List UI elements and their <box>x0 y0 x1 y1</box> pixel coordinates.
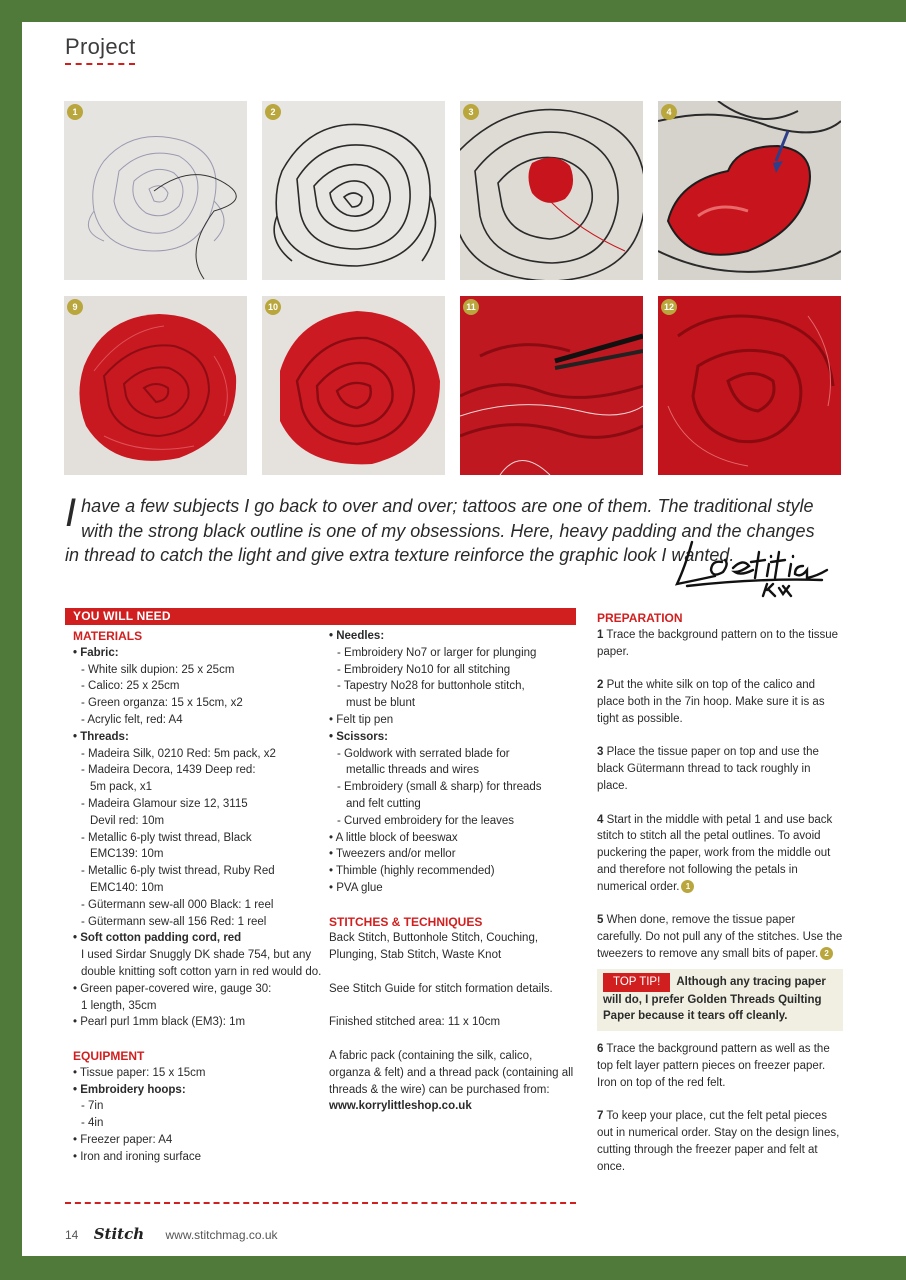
kit-info: A fabric pack (containing the silk, calico, organza & felt) and a thread pack (containing all threads & the wire) can be purchased from: <box>329 1049 574 1096</box>
scissors-item: - Goldwork with serrated blade for <box>337 747 510 760</box>
photo-step-4 <box>658 101 841 280</box>
hoop-item: - 7in <box>81 1100 104 1113</box>
equipment-heading: EQUIPMENT <box>73 1048 145 1063</box>
prep-step-7 <box>597 1108 843 1175</box>
padding-cord-label: • Soft cotton padding cord, red <box>73 932 242 945</box>
step-badge: 4 <box>661 104 677 120</box>
fabric-item: - Green organza: 15 x 15cm, x2 <box>81 697 243 710</box>
step-text: Trace the background pattern on to the tissue paper. <box>597 628 839 658</box>
thread-item: - Madeira Silk, 0210 Red: 5m pack, x2 <box>81 747 276 760</box>
hoops-label: • Embroidery hoops: <box>73 1083 186 1096</box>
photo-step-3 <box>460 101 643 280</box>
thread-item: - Metallic 6-ply twist thread, Black <box>81 831 252 844</box>
step-text: Trace the background pattern as well as the top felt layer pattern pieces on freezer paper. Iron on top of the red felt. <box>597 1043 830 1089</box>
materials-heading: MATERIALS <box>73 629 143 643</box>
photo-step-11 <box>460 296 643 475</box>
tweezers-image <box>460 296 643 475</box>
signature-drawing <box>667 522 837 602</box>
section-title: Project <box>65 34 136 59</box>
tools-column <box>329 628 575 1115</box>
iron: • Iron and ironing surface <box>73 1150 202 1163</box>
stitches-heading: STITCHES & TECHNIQUES <box>329 914 483 929</box>
step-badge: 11 <box>463 299 479 315</box>
padding-image <box>658 101 841 280</box>
thread-item: - Madeira Glamour size 12, 3115 <box>81 797 248 810</box>
step-text: Start in the middle with petal 1 and use back stitch to stitch all the petal outlines. To avoid puckering the paper, work from the middle out and therefore not following the petals in numerical order. <box>597 813 833 893</box>
step-badge: 9 <box>67 299 83 315</box>
step-number: 5 <box>597 914 604 927</box>
top-tip-box <box>597 969 843 1031</box>
outline-image <box>262 101 445 280</box>
wire-desc: 1 length, 35cm <box>81 999 157 1012</box>
rose-image <box>64 296 247 475</box>
needle-item-cont: must be blunt <box>346 697 416 710</box>
step-text: Place the tissue paper on top and use the black Gütermann thread to tack roughly in place. <box>597 746 819 792</box>
first-petal-image <box>460 101 643 280</box>
prep-step-3 <box>597 744 843 794</box>
thimble: • Thimble (highly recommended) <box>329 865 495 878</box>
thread-item: - Metallic 6-ply twist thread, Ruby Red <box>81 865 275 878</box>
page-footer <box>65 1225 278 1243</box>
hoop-item: - 4in <box>81 1117 104 1130</box>
thread-item-cont: 5m pack, x1 <box>90 781 152 794</box>
magazine-page <box>22 22 906 1256</box>
pva-glue: • PVA glue <box>329 881 383 894</box>
preparation-heading: PREPARATION <box>597 611 683 625</box>
step-badge: 1 <box>67 104 83 120</box>
photo-step-10 <box>262 296 445 475</box>
closeup-image <box>658 296 841 475</box>
scissors-item-cont: metallic threads and wires <box>346 764 479 777</box>
prep-step-2 <box>597 677 843 727</box>
preparation-column <box>597 610 843 1176</box>
pearl-purl: • Pearl purl 1mm black (EM3): 1m <box>73 1016 246 1029</box>
needle-item: - Embroidery No7 or larger for plunging <box>337 646 537 659</box>
step-number: 2 <box>597 679 604 692</box>
photo-step-9 <box>64 296 247 475</box>
photo-step-1 <box>64 101 247 280</box>
scissors-item: - Embroidery (small & sharp) for threads <box>337 781 542 794</box>
magazine-logo: Stitch <box>93 1225 145 1243</box>
beeswax: • A little block of beeswax <box>329 831 458 844</box>
shop-link[interactable]: www.korrylittleshop.co.uk <box>329 1100 472 1113</box>
scissors-item: - Curved embroidery for the leaves <box>337 814 515 827</box>
step-number: 6 <box>597 1043 604 1056</box>
needle-item: - Embroidery No10 for all stitching <box>337 663 511 676</box>
felt-tip-pen: • Felt tip pen <box>329 713 394 726</box>
website-link[interactable]: www.stitchmag.co.uk <box>165 1228 278 1242</box>
stitch-guide-note: See Stitch Guide for stitch formation details. <box>329 982 553 995</box>
photo-step-12 <box>658 296 841 475</box>
prep-step-6 <box>597 1041 843 1091</box>
prep-step-1 <box>597 627 843 661</box>
needles-label: • Needles: <box>329 630 385 642</box>
sketch-image <box>64 101 247 280</box>
step-badge: 2 <box>265 104 281 120</box>
footer-divider <box>65 1202 576 1204</box>
stitches-list: Back Stitch, Buttonhole Stitch, Couching, Plunging, Stab Stitch, Waste Knot <box>329 932 539 962</box>
prep-step-5 <box>597 912 843 962</box>
prep-step-4 <box>597 812 843 896</box>
step-number: 1 <box>597 628 604 641</box>
thread-item: - Madeira Decora, 1439 Deep red: <box>81 764 256 777</box>
scissors-label: • Scissors: <box>329 730 388 743</box>
threads-label: • Threads: <box>73 730 129 743</box>
drop-cap: I <box>65 491 77 535</box>
thread-item: - Gütermann sew-all 000 Black: 1 reel <box>81 898 274 911</box>
section-underline <box>65 63 135 65</box>
photo-step-2 <box>262 101 445 280</box>
step-text: To keep your place, cut the felt petal pieces out in numerical order. Stay on the design lines, cutting through the freezer paper and felt at once. <box>597 1110 840 1173</box>
needle-item: - Tapestry No28 for buttonhole stitch, <box>337 680 525 693</box>
scissors-item-cont: and felt cutting <box>346 797 421 810</box>
thread-item: - Gütermann sew-all 156 Red: 1 reel <box>81 915 267 928</box>
step-badge: 3 <box>463 104 479 120</box>
step-number: 3 <box>597 746 604 759</box>
fabric-item: - White silk dupion: 25 x 25cm <box>81 663 235 676</box>
step-text: When done, remove the tissue paper carefully. Do not pull any of the stitches. Use the tweezers to remove any small bits of paper. <box>597 914 843 960</box>
page-number: 14 <box>65 1228 79 1242</box>
tweezers: • Tweezers and/or mellor <box>329 848 456 861</box>
you-will-need-bar: YOU WILL NEED <box>65 608 576 625</box>
materials-column <box>73 628 323 1166</box>
photo-ref-icon: 2 <box>820 947 833 960</box>
wire-label: • Green paper-covered wire, gauge 30: <box>73 982 272 995</box>
fabric-label: • Fabric: <box>73 646 119 659</box>
step-number: 7 <box>597 1110 604 1123</box>
top-tip-text: Although any tracing paper will do, I prefer Golden Threads Quilting Paper because it tears off cleanly. <box>603 975 826 1023</box>
step-text: Put the white silk on top of the calico and place both in the 7in hoop. Make sure it is as tight as possible. <box>597 679 825 725</box>
felt-rose-image <box>262 296 445 475</box>
fabric-item: - Calico: 25 x 25cm <box>81 680 180 693</box>
thread-item-cont: EMC140: 10m <box>90 881 164 894</box>
step-badge: 12 <box>661 299 677 315</box>
freezer-paper: • Freezer paper: A4 <box>73 1133 173 1146</box>
photo-ref-icon: 1 <box>681 880 694 893</box>
signature <box>667 522 837 602</box>
padding-cord-desc: I used Sirdar Snuggly DK shade 754, but any double knitting soft cotton yarn in red would do. <box>81 949 322 978</box>
step-number: 4 <box>597 813 604 826</box>
tissue-paper: • Tissue paper: 15 x 15cm <box>73 1066 206 1079</box>
thread-item-cont: EMC139: 10m <box>90 848 164 861</box>
top-tip-label: TOP TIP! <box>603 973 670 992</box>
fabric-item: - Acrylic felt, red: A4 <box>81 713 183 726</box>
finished-area: Finished stitched area: 11 x 10cm <box>329 1016 501 1029</box>
thread-item-cont: Devil red: 10m <box>90 814 165 827</box>
step-badge: 10 <box>265 299 281 315</box>
intro-text: have a few subjects I go back to over and over; tattoos are one of them. The traditional style with the strong black outline is one of my obsessions. Here, heavy padding and the changes in thread to catch the light and give extra texture reinforce the graphic look I wanted. <box>65 496 815 565</box>
